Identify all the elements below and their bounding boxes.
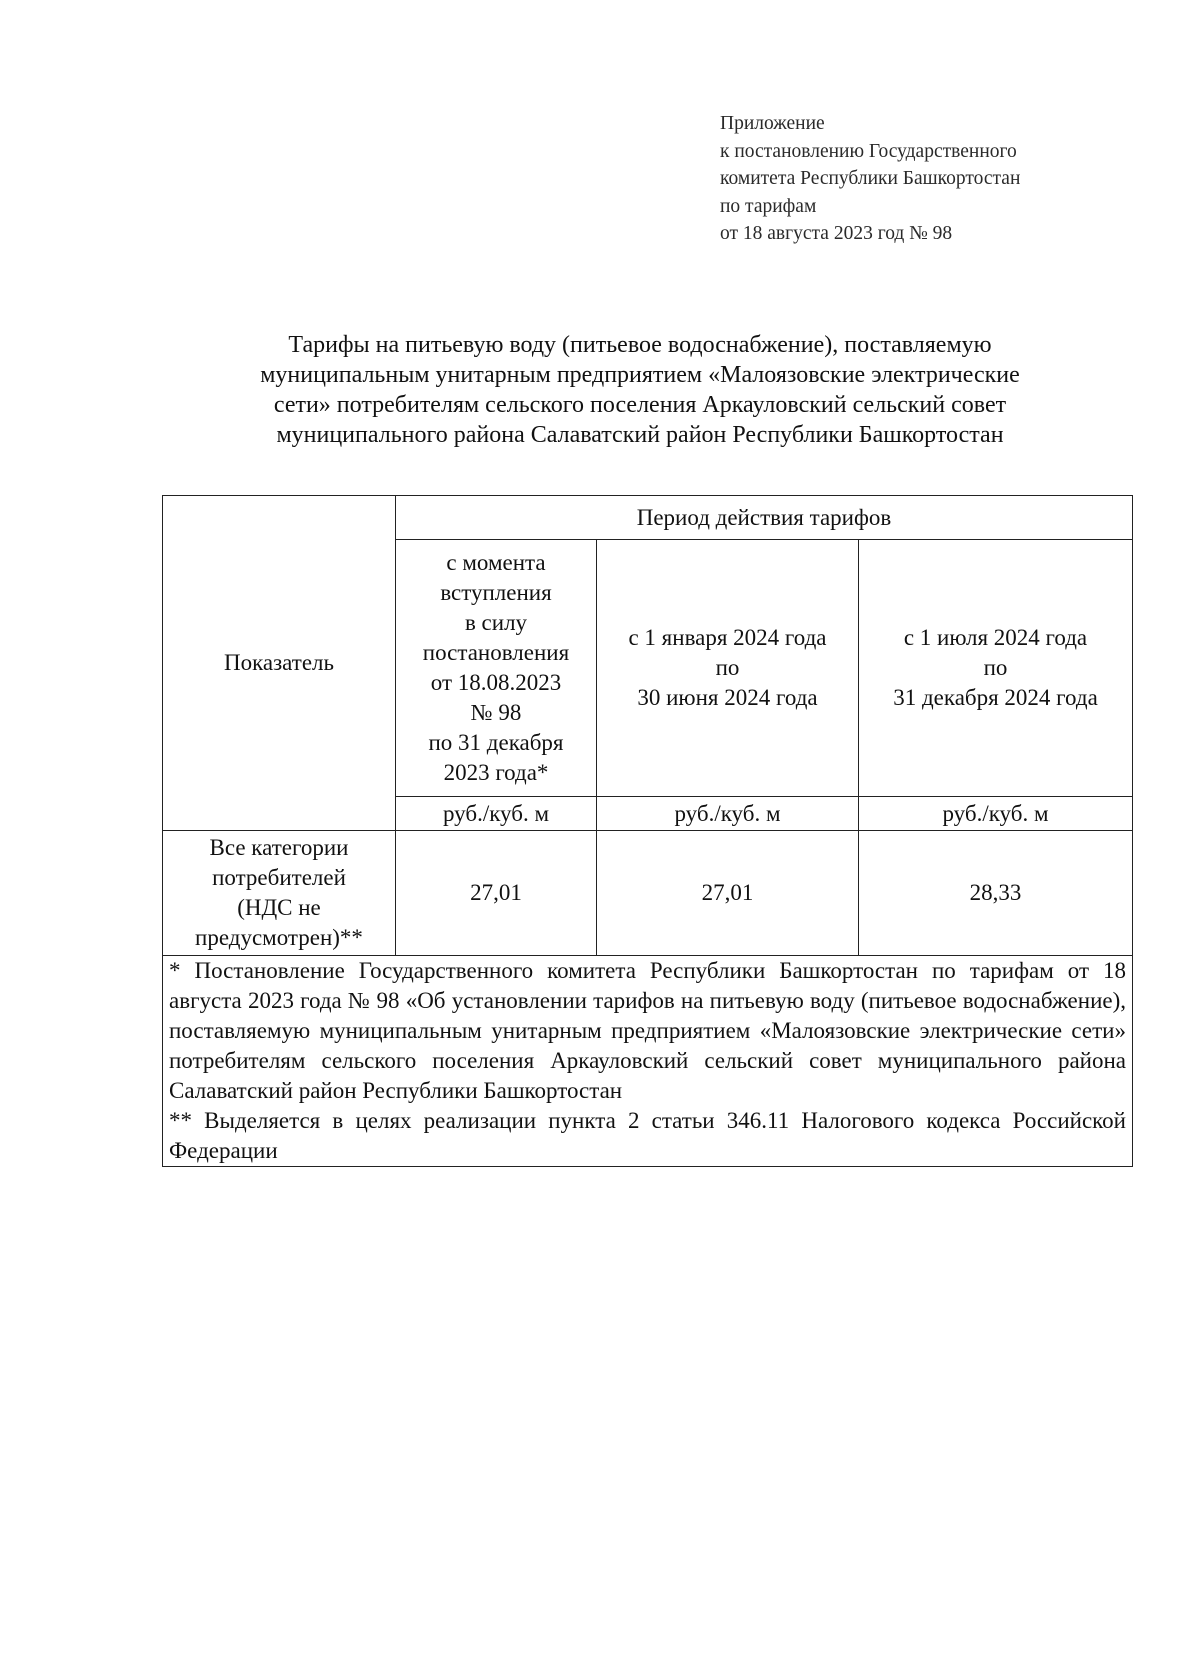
category-line: (НДС не xyxy=(237,895,321,920)
category-line: предусмотрен)** xyxy=(195,925,363,950)
period-line: по xyxy=(983,655,1008,680)
appendix-line: комитета Республики Башкортостан xyxy=(720,168,1021,189)
period-line: 2023 года* xyxy=(443,760,549,785)
period-line: в силу xyxy=(464,610,528,635)
period-line: с 1 января 2024 года xyxy=(628,625,827,650)
period-line: 30 июня 2024 года xyxy=(637,685,818,710)
appendix-line: по тарифам xyxy=(720,195,817,217)
period-line: вступления xyxy=(440,580,552,605)
period-line: по 31 декабря xyxy=(428,730,564,755)
unit-cell: руб./куб. м xyxy=(396,797,597,831)
appendix-line: к постановлению Государственного xyxy=(720,140,1017,162)
period-header-cell: Период действия тарифов xyxy=(396,496,1133,540)
period-line: с момента xyxy=(446,550,546,575)
tariff-value-cell: 28,33 xyxy=(859,831,1133,956)
period-line: по xyxy=(715,655,740,680)
period-cell-2 xyxy=(597,540,859,797)
category-line: потребителей xyxy=(212,865,346,890)
tariff-value-cell: 27,01 xyxy=(597,831,859,956)
title-line: муниципального района Салаватский район Республики Башкортостан xyxy=(276,422,1004,448)
appendix-line: Приложение xyxy=(720,113,825,134)
title-line: сети» потребителям сельского поселения Аркауловский сельский совет xyxy=(273,392,1007,418)
title-line: муниципальным унитарным предприятием «Малоязовские электрические xyxy=(260,362,1020,388)
category-label-cell xyxy=(163,831,396,956)
unit-cell: руб./куб. м xyxy=(859,797,1133,831)
period-cell-1 xyxy=(396,540,597,797)
notes-row xyxy=(163,956,1133,1167)
period-line: от 18.08.2023 xyxy=(430,670,562,695)
period-line: с 1 июля 2024 года xyxy=(903,625,1088,650)
unit-cell: руб./куб. м xyxy=(597,797,859,831)
document-title xyxy=(180,330,1100,450)
tariff-value-cell: 27,01 xyxy=(396,831,597,956)
footnote-1: * Постановление Государственного комитета Республики Башкортостан по тарифам от 18 августа 2023 года № 98 «Об установлении тарифов на питьевую воду (питьевое водоснабжение), поставляемую муниципальным унитарным предприятием «Малоязовские электрические сети» потребителям сельского поселения Аркауловский сельский совет муниципального района Салаватский район Республики Башкортостан xyxy=(169,958,1126,1103)
tariff-table xyxy=(162,495,1133,1167)
notes-cell xyxy=(163,956,1133,1167)
indicator-header-cell: Показатель xyxy=(163,496,396,831)
table-header-row xyxy=(163,496,1133,540)
appendix-block xyxy=(720,110,1160,248)
period-cell-3 xyxy=(859,540,1133,797)
appendix-line: от 18 августа 2023 год № 98 xyxy=(720,223,953,244)
period-line: № 98 xyxy=(470,700,522,725)
footnote-2: ** Выделяется в целях реализации пункта 2 статьи 346.11 Налогового кодекса Российской Федерации xyxy=(169,1108,1126,1163)
table-row xyxy=(163,831,1133,956)
title-line: Тарифы на питьевую воду (питьевое водоснабжение), поставляемую xyxy=(288,332,992,358)
period-line: 31 декабря 2024 года xyxy=(893,685,1098,710)
category-line: Все категории xyxy=(209,835,349,860)
period-line: постановления xyxy=(422,640,570,665)
